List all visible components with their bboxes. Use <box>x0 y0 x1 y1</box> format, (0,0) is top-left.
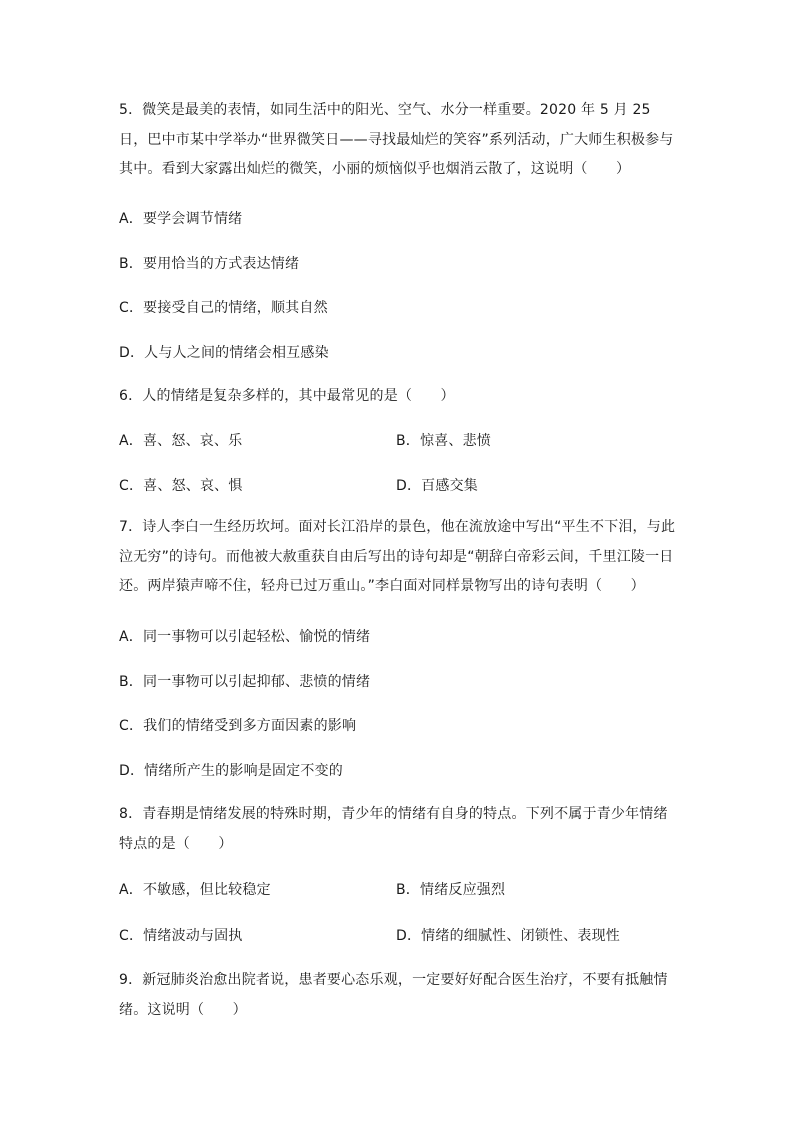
question-stem: 5．微笑是最美的表情，如同生活中的阳光、空气、水分一样重要。2020 年 5 月 25 日，巴中市某中学举办“世界微笑日——寻找最灿烂的笑容”系列活动，广大师生积极参与其中。看到大家露出灿烂的微笑，小丽的烦恼似乎也烟消云散了，这说明（ ） <box>119 102 674 177</box>
option-d: D．情绪所产生的影响是固定不变的 <box>119 763 343 779</box>
option-d: D．人与人之间的情绪会相互感染 <box>119 345 329 361</box>
option-a: A．喜、怒、哀、乐 <box>119 433 243 449</box>
option-a: A．不敏感，但比较稳定 <box>119 882 271 898</box>
question-6 <box>119 382 681 412</box>
option-b: B．同一事物可以引起抑郁、悲愤的情绪 <box>119 674 371 690</box>
option-a: A．要学会调节情绪 <box>119 211 243 227</box>
option-a: A．同一事物可以引起轻松、愉悦的情绪 <box>119 629 371 645</box>
option-c: C．情绪波动与固执 <box>119 928 243 944</box>
question-8 <box>119 800 681 859</box>
option-d: D．情绪的细腻性、闭锁性、表现性 <box>396 928 620 944</box>
question-9 <box>119 966 681 1025</box>
option-b: B．惊喜、悲愤 <box>396 433 492 449</box>
option-b: B．要用恰当的方式表达情绪 <box>119 256 300 272</box>
option-c: C．喜、怒、哀、惧 <box>119 478 243 494</box>
option-c: C．我们的情绪受到多方面因素的影响 <box>119 718 357 734</box>
question-stem: 7．诗人李白一生经历坎坷。面对长江沿岸的景色，他在流放途中写出“平生不下泪，与此泣无穷”的诗句。而他被大赦重获自由后写出的诗句却是“朝辞白帝彩云间，千里江陵一日还。两岸猿声啼不住，轻舟已过万重山。”李白面对同样景物写出的诗句表明（ ） <box>119 519 676 594</box>
question-stem: 8．青春期是情绪发展的特殊时期，青少年的情绪有自身的特点。下列不属于青少年情绪特点的是（ ） <box>119 806 668 852</box>
question-stem: 9．新冠肺炎治愈出院者说，患者要心态乐观，一定要好好配合医生治疗，不要有抵触情绪。这说明（ ） <box>119 972 668 1018</box>
option-d: D．百感交集 <box>396 478 478 494</box>
question-stem: 6．人的情绪是复杂多样的，其中最常见的是（ ） <box>119 388 455 404</box>
question-5 <box>119 96 681 185</box>
option-b: B．情绪反应强烈 <box>396 882 506 898</box>
question-7 <box>119 513 681 602</box>
option-c: C．要接受自己的情绪，顺其自然 <box>119 300 328 316</box>
